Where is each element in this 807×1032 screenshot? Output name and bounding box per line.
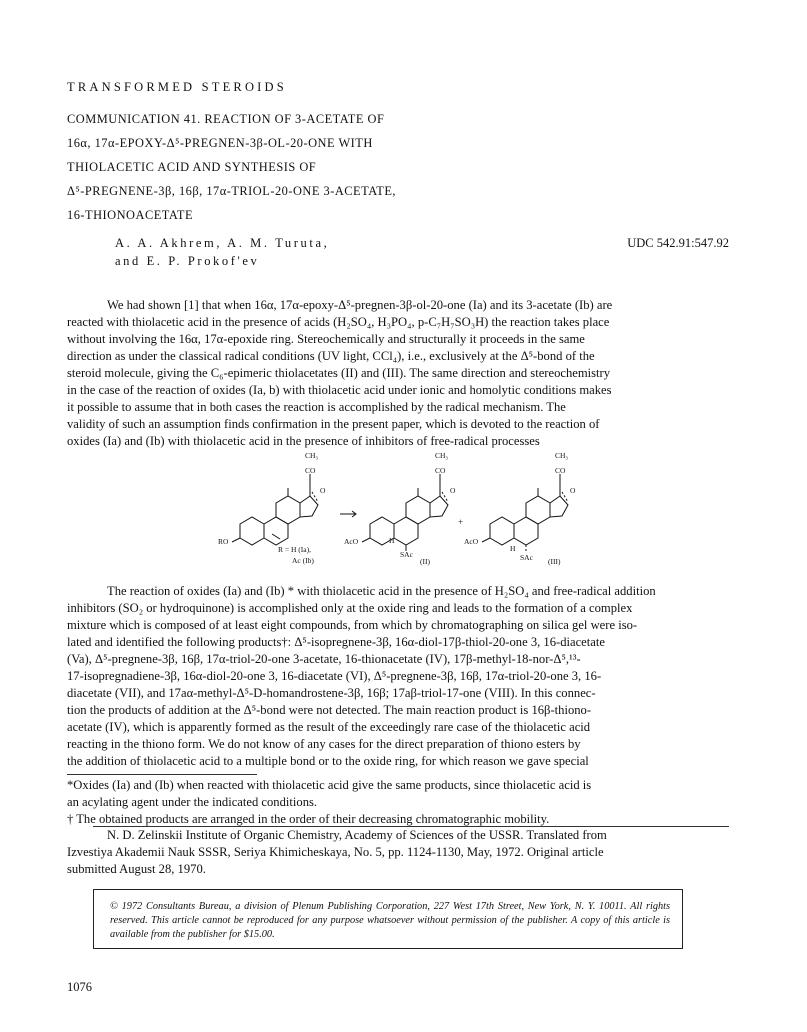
- text-line: tion the products of addition at the Δ⁵-bond were not detected. The main reaction product is 16β-thiono-: [67, 703, 592, 717]
- label-compound-ii: (II): [420, 557, 430, 566]
- intro-paragraph: [67, 297, 739, 450]
- article-title-line-2: 16α, 17α-EPOXY-Δ⁵-PREGNEN-3β-OL-20-ONE WITH: [67, 136, 373, 150]
- label-o-ii: O: [450, 486, 456, 495]
- steroid-structure-i: [232, 474, 318, 545]
- text-line: diacetate (VII), and 17aα-methyl-Δ⁵-D-homandrostene-3β, 16β; 17aβ-triol-17-one (VIII). In this connec-: [67, 686, 596, 700]
- article-title-line-4: Δ⁵-PREGNENE-3β, 16β, 17α-TRIOL-20-ONE 3-ACETATE,: [67, 184, 397, 198]
- label-co-i: CO: [305, 466, 316, 475]
- text-line: acetate (IV), which is apparently formed as the result of the exceedingly rare case of the thiolacetic acid: [67, 720, 591, 734]
- body-paragraph: [67, 583, 739, 770]
- text-line: direction as under the classical radical conditions (UV light, CCl₄), i.e., exclusively at the Δ⁵-bond of the: [67, 349, 595, 363]
- text-line: lated and identified the following products†: Δ⁵-isopregnene-3β, 16α-diol-17β-thiol-20-one 3, 16-diacetate: [67, 635, 605, 649]
- text-line: reacting in the thiono form. We do not know of any cases for the direct preparation of thiono esters by: [67, 737, 581, 751]
- label-ro: RO: [218, 537, 229, 546]
- steroid-structure-ii: [362, 474, 448, 551]
- article-title-line-1: COMMUNICATION 41. REACTION OF 3-ACETATE OF: [67, 112, 385, 126]
- label-sac-iii: SAc: [520, 553, 533, 562]
- text-line: validity of such an assumption finds confirmation in the present paper, which is devoted to the reaction of: [67, 417, 600, 431]
- text-line: the addition of thiolacetic acid to a multiple bond or to the oxide ring, for which reason we gave special: [67, 754, 589, 768]
- label-r-ib: Ac (Ib): [292, 556, 314, 565]
- text-line: submitted August 28, 1970.: [67, 862, 206, 876]
- text-line: inhibitors (SO₂ or hydroquinone) is accomplished only at the oxide ring and leads to the formation of a complex: [67, 601, 633, 615]
- copyright-box: [93, 889, 683, 949]
- label-sac-ii: SAc: [400, 550, 413, 559]
- label-ch3-iii: CH₃: [555, 451, 569, 460]
- label-h-iii: H: [510, 544, 516, 553]
- text-line: N. D. Zelinskii Institute of Organic Chemistry, Academy of Sciences of the USSR. Translated from: [107, 828, 607, 842]
- text-line: mixture which is composed of at least eight compounds, from which by chromatographing on silica gel were iso-: [67, 618, 638, 632]
- copyright-notice: © 1972 Consultants Bureau, a division of Plenum Publishing Corporation, 227 West 17th Street, New York, N. Y. 10011. All rights reserved. This article cannot be reproduced for any purpose whatsoever without permission of the publisher. A copy of this article is available from the publisher for $15.00.: [110, 901, 670, 940]
- plus-sign: +: [458, 517, 464, 527]
- label-aco-iii: AcO: [464, 537, 479, 546]
- text-line: 17-isopregnadiene-3β, 16α-diol-20-one 3, 16-diacetate (VI), Δ⁵-pregnene-3β, 16β, 17α-triol-20-one 3, 16-: [67, 669, 602, 683]
- label-co-ii: CO: [435, 466, 446, 475]
- label-compound-iii: (III): [548, 557, 561, 566]
- text-line: We had shown [1] that when 16α, 17α-epoxy-Δ⁵-pregnen-3β-ol-20-one (Ia) and its 3-acetate (Ib) are: [107, 298, 613, 312]
- footnote-asterisk: *Oxides (Ia) and (Ib) when reacted with thiolacetic acid give the same products, since thiolacetic acid is: [67, 778, 592, 792]
- text-line: oxides (Ia) and (Ib) with thiolacetic acid in the presence of inhibitors of free-radical processes: [67, 434, 540, 448]
- text-line: reacted with thiolacetic acid in the presence of acids (H₂SO₄, H₃PO₄, p-C₇H₇SO₃H) the reaction takes place: [67, 315, 610, 329]
- text-line: in the case of the reaction of oxides (Ia, b) with thiolacetic acid under ionic and homolytic conditions makes: [67, 383, 612, 397]
- label-ch3-ii: CH₃: [435, 451, 449, 460]
- series-title: TRANSFORMED STEROIDS: [67, 80, 287, 94]
- footnote-divider: [67, 774, 257, 775]
- label-r-ia: R = H (Ia),: [278, 545, 311, 554]
- label-aco-ii: AcO: [344, 537, 359, 546]
- footnote-asterisk-cont: an acylating agent under the indicated conditions.: [67, 795, 318, 809]
- authors-line-2: and E. P. Prokof'ev: [115, 254, 260, 268]
- text-line: steroid molecule, giving the C₆-epimeric thiolacetates (II) and (III). The same direction and stereochemistry: [67, 366, 611, 380]
- text-line: without involving the 16α, 17α-epoxide ring. Stereochemically and structurally it proceeds in the same: [67, 332, 585, 346]
- label-co-iii: CO: [555, 466, 566, 475]
- label-o-iii: O: [570, 486, 576, 495]
- reaction-scheme: [210, 446, 630, 571]
- text-line: (Va), Δ⁵-pregnene-3β, 16β, 17α-triol-20-one 3-acetate, 16-thionacetate (IV), 17β-methyl-18-nor-Δ⁵,¹³-: [67, 652, 581, 666]
- text-line: Izvestiya Akademii Nauk SSSR, Seriya Khimicheskaya, No. 5, pp. 1124-1130, May, 1972. Original article: [67, 845, 604, 859]
- footnotes: [67, 777, 739, 828]
- affiliation-block: [67, 827, 739, 878]
- footnote-dagger: † The obtained products are arranged in the order of their decreasing chromatographic mobility.: [67, 812, 550, 826]
- steroid-structure-iii: [482, 474, 568, 551]
- article-title-line-3: THIOLACETIC ACID AND SYNTHESIS OF: [67, 160, 317, 174]
- label-o-i: O: [320, 486, 326, 495]
- text-line: The reaction of oxides (Ia) and (Ib) * with thiolacetic acid in the presence of H₂SO₄ and free-radical addition: [107, 584, 656, 598]
- udc-code: UDC 542.91:547.92: [627, 236, 729, 250]
- page-number: 1076: [67, 980, 92, 994]
- label-ch3-i: CH₃: [305, 451, 319, 460]
- article-title-line-5: 16-THIONOACETATE: [67, 208, 194, 222]
- text-line: it possible to assume that in both cases the reaction is accomplished by the radical mechanism. The: [67, 400, 566, 414]
- label-h-ii: H: [389, 536, 395, 545]
- authors-line-1: A. A. Akhrem, A. M. Turuta,: [115, 236, 330, 250]
